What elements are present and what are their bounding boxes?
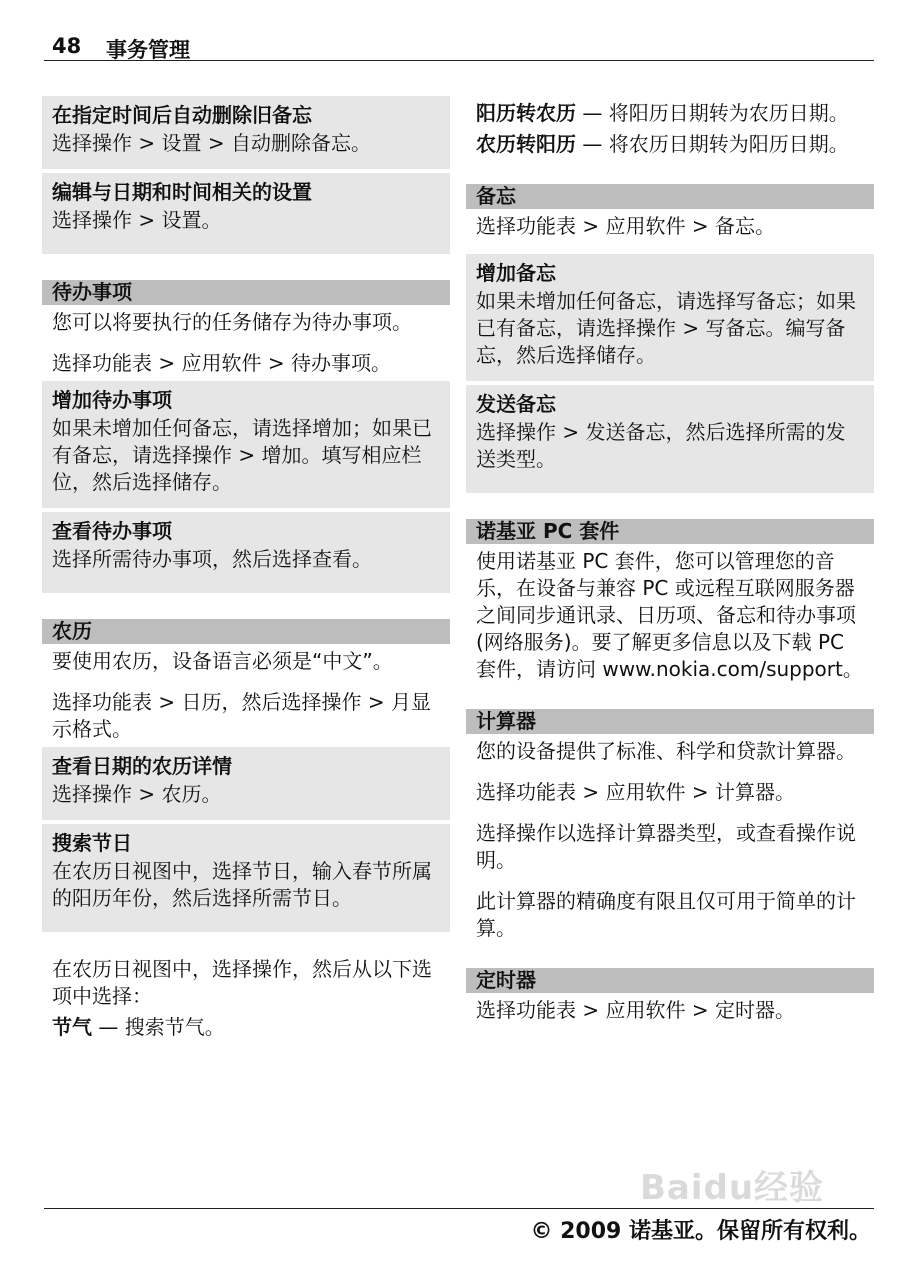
footer-divider	[44, 1208, 874, 1209]
calculator-note: 此计算器的精确度有限且仅可用于简单的计算。	[476, 889, 856, 940]
todo-path: 选择功能表 > 应用软件 > 待办事项。	[52, 351, 391, 375]
info-box-view-todo	[42, 512, 450, 593]
pc-suite-text: 使用诺基亚 PC 套件，您可以管理您的音乐，在设备与兼容 PC 或远程互联网服务器之间同步通讯录、日历项、备忘和待办事项 (网络服务)。要了解更多信息以及下载 PC 套件，请访问 www.nokia.com/support。	[476, 549, 863, 681]
info-box-add-memo	[466, 254, 874, 381]
box-title: 在指定时间后自动删除旧备忘	[52, 103, 312, 127]
box-text: 选择操作 > 设置 > 自动删除备忘。	[52, 131, 371, 155]
option-lunar-to-solar	[466, 131, 874, 158]
box-text: 如果未增加任何备忘，请选择增加；如果已有备忘，请选择操作 > 增加。填写相应栏位，然后选择储存。	[52, 416, 432, 494]
option-solar-to-lunar	[466, 100, 874, 127]
box-text: 在农历日视图中，选择节日，输入春节所属的阳历年份，然后选择所需节日。	[52, 859, 432, 910]
box-text: 选择操作 > 设置。	[52, 208, 222, 232]
box-text: 选择操作 > 农历。	[52, 782, 222, 806]
timer-path: 选择功能表 > 应用软件 > 定时器。	[476, 998, 795, 1022]
section-heading-todo: 待办事项	[42, 280, 450, 305]
box-text: 选择操作 > 发送备忘，然后选择所需的发送类型。	[476, 420, 846, 471]
section-heading-timer: 定时器	[466, 968, 874, 993]
option-desc: — 将阳历日期转为农历日期。	[576, 101, 849, 125]
lunar-options-intro: 在农历日视图中，选择操作，然后从以下选项中选择：	[52, 957, 432, 1008]
info-box-auto-delete	[42, 96, 450, 169]
info-box-lunar-detail	[42, 747, 450, 820]
box-title: 查看待办事项	[52, 519, 172, 543]
watermark-logo: Baidu经验	[640, 1168, 825, 1208]
page-number: 48	[52, 34, 82, 58]
lunar-intro: 要使用农历，设备语言必须是“中文”。	[52, 649, 393, 673]
box-title: 编辑与日期和时间相关的设置	[52, 180, 312, 204]
todo-intro: 您可以将要执行的任务储存为待办事项。	[52, 310, 412, 334]
calculator-intro: 您的设备提供了标准、科学和贷款计算器。	[476, 739, 856, 763]
chapter-title: 事务管理	[106, 38, 190, 62]
option-term: 节气	[52, 1015, 92, 1039]
box-text: 选择所需待办事项，然后选择查看。	[52, 547, 372, 571]
section-heading-lunar: 农历	[42, 619, 450, 644]
box-title: 增加待办事项	[52, 388, 172, 412]
info-box-add-todo	[42, 381, 450, 508]
calculator-path: 选择功能表 > 应用软件 > 计算器。	[476, 780, 795, 804]
info-box-search-festival	[42, 824, 450, 932]
option-desc: — 搜索节气。	[92, 1015, 225, 1039]
page-header	[44, 32, 874, 61]
info-box-send-memo	[466, 385, 874, 493]
box-text: 如果未增加任何备忘，请选择写备忘；如果已有备忘，请选择操作 > 写备忘。编写备忘，然后选择储存。	[476, 289, 856, 367]
section-heading-memo: 备忘	[466, 184, 874, 209]
box-title: 搜索节日	[52, 831, 132, 855]
option-desc: — 将农历日期转为阳历日期。	[576, 132, 849, 156]
memo-path: 选择功能表 > 应用软件 > 备忘。	[476, 214, 775, 238]
info-box-edit-settings	[42, 173, 450, 254]
lunar-path: 选择功能表 > 日历，然后选择操作 > 月显示格式。	[52, 690, 431, 741]
option-term: 农历转阳历	[476, 132, 576, 156]
box-title: 查看日期的农历详情	[52, 754, 232, 778]
left-column	[42, 96, 450, 1055]
section-heading-pc-suite: 诺基亚 PC 套件	[466, 519, 874, 544]
option-solar-term	[42, 1014, 450, 1041]
box-title: 发送备忘	[476, 392, 556, 416]
right-column	[466, 96, 874, 1038]
option-term: 阳历转农历	[476, 101, 576, 125]
copyright: © 2009 诺基亚。保留所有权利。	[530, 1219, 871, 1244]
box-title: 增加备忘	[476, 261, 556, 285]
section-heading-calculator: 计算器	[466, 709, 874, 734]
calculator-options: 选择操作以选择计算器类型，或查看操作说明。	[476, 821, 856, 872]
